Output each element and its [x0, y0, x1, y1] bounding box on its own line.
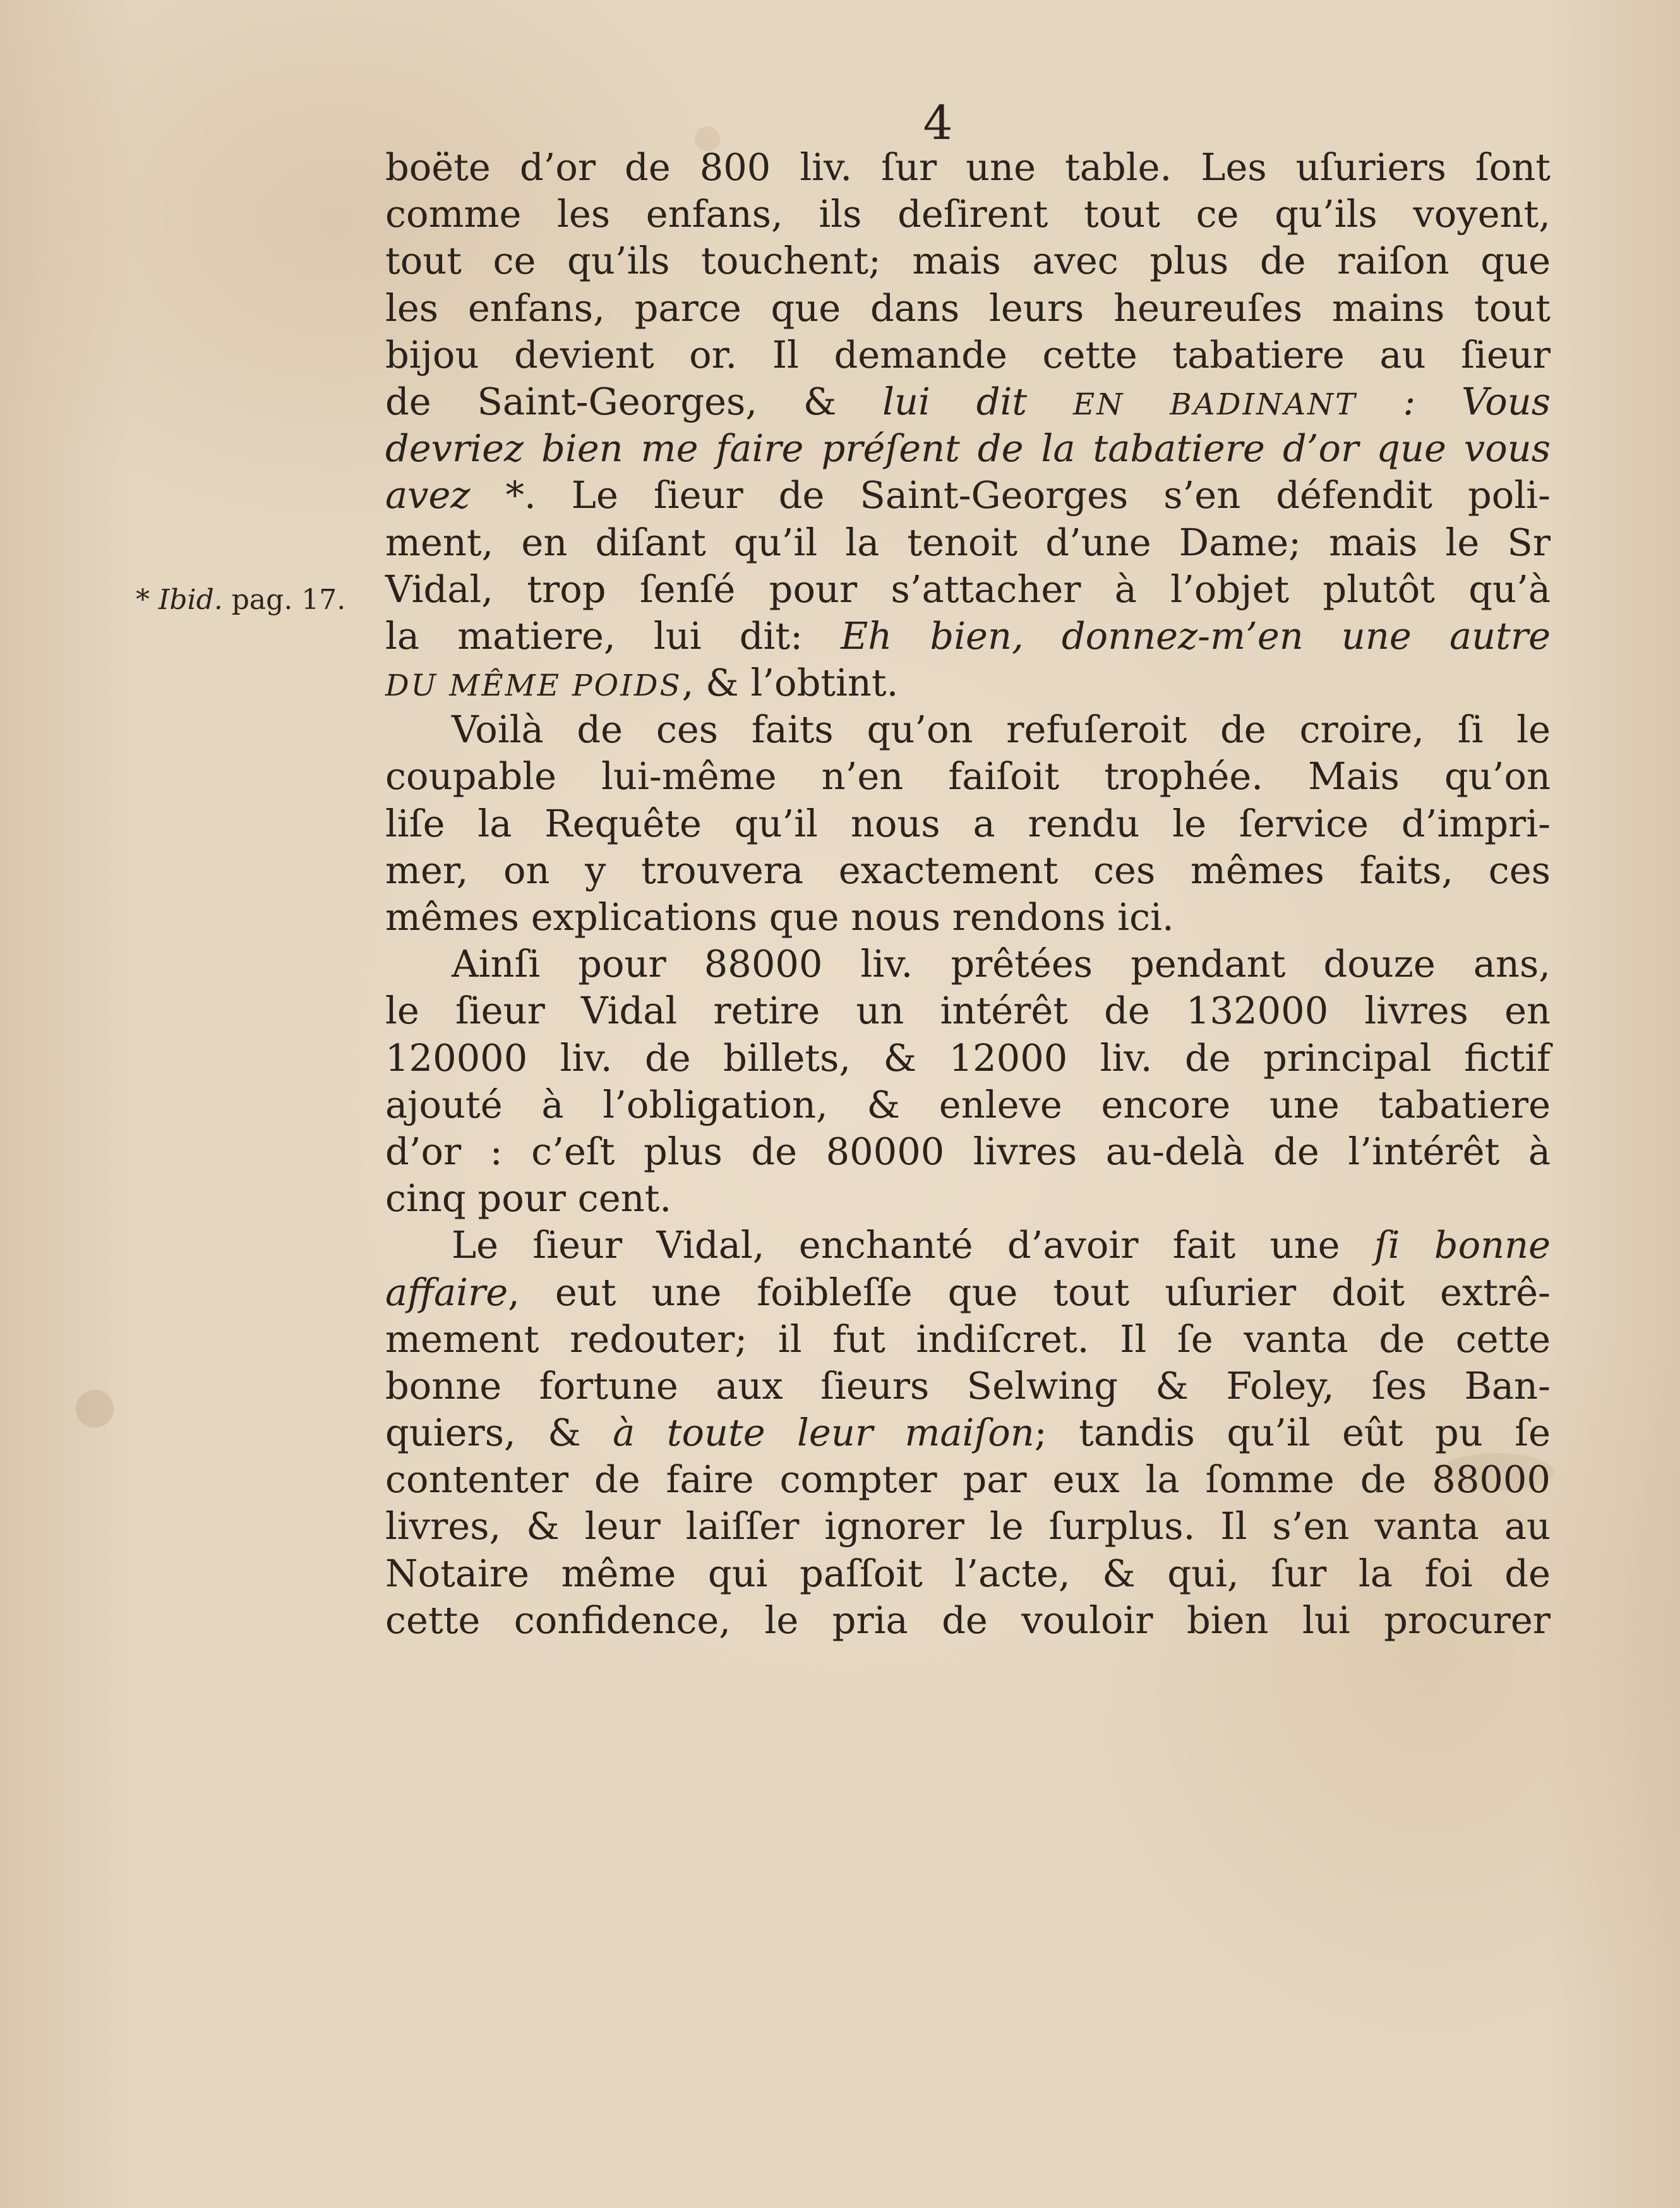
text-line [385, 1409, 1551, 1456]
text-line [385, 613, 1551, 660]
text-segment: ment, en diſant qu’il la tenoit d’une Dame; mais le Sr [385, 520, 1551, 564]
text-line [385, 1597, 1551, 1644]
text-segment: comme les enfans, ils deſirent tout ce qu’ils voyent, [385, 192, 1551, 236]
text-line [385, 800, 1551, 847]
text-segment: 120000 liv. de billets, & 12000 liv. de principal fictif [385, 1035, 1551, 1080]
text-line [385, 1363, 1551, 1409]
text-segment: mer, on y trouvera exactement ces mêmes faits, ces [385, 848, 1551, 892]
text-segment: mement redouter; il fut indiſcret. Il ſe vanta de cette [385, 1317, 1551, 1361]
text-line [385, 144, 1551, 191]
text-line [385, 285, 1551, 332]
text-segment: les enfans, parce que dans leurs heureuſes mains tout [385, 286, 1551, 330]
text-line [385, 894, 1551, 941]
text-line [385, 660, 1551, 706]
text-line [385, 1082, 1551, 1128]
text-line [385, 191, 1551, 238]
text-segment: d’or : c’eſt plus de 80000 livres au-delà de l’intérêt à [385, 1129, 1551, 1173]
text-line [385, 1035, 1551, 1082]
text-line [385, 1316, 1551, 1363]
text-line [385, 1222, 1551, 1269]
text-segment: EN BADINANT [1072, 387, 1357, 422]
text-segment: Le ſieur Vidal, enchanté d’avoir fait une [452, 1223, 1374, 1267]
text-line [385, 753, 1551, 800]
text-segment: mêmes explications que nous rendons ici. [385, 895, 1174, 939]
text-line [385, 1550, 1551, 1597]
text-line [385, 378, 1551, 425]
body-text [385, 144, 1551, 1644]
text-line [385, 238, 1551, 284]
text-segment: quiers, & [385, 1411, 613, 1455]
text-segment: avez [385, 473, 471, 517]
text-segment: affaire [385, 1270, 508, 1314]
text-segment: DU MÊME POIDS [385, 668, 682, 704]
text-segment: Notaire même qui paſſoit l’acte, & qui, ſur la foi de [385, 1551, 1551, 1595]
text-line [385, 1503, 1551, 1550]
text-segment: ſi bonne [1374, 1223, 1551, 1267]
text-segment: : [1357, 379, 1461, 423]
text-segment: bijou devient or. Il demande cette tabatiere au ſieur [385, 332, 1551, 377]
text-segment: de Saint-Georges, & [385, 379, 883, 423]
text-segment: bonne fortune aux ſieurs Selwing & Foley, ſes Ban- [385, 1363, 1551, 1408]
text-line [385, 847, 1551, 894]
text-segment: la matiere, lui dit: [385, 613, 841, 658]
text-line [385, 987, 1551, 1034]
text-segment: , eut une foibleſſe que tout uſurier doit extrê- [508, 1270, 1551, 1314]
text-segment: livres, & leur laiſſer ignorer le ſurplus. Il s’en vanta au [385, 1504, 1551, 1548]
text-segment: coupable lui-même n’en faiſoit trophée. Mais qu’on [385, 754, 1551, 799]
text-segment: *. Le ſieur de Saint-Georges s’en défendit poli- [470, 473, 1551, 517]
text-segment: à toute leur maiſon [613, 1411, 1035, 1455]
margin-note-ref: * Ibid. [136, 584, 223, 616]
text-line [385, 472, 1551, 519]
text-line [385, 1456, 1551, 1503]
paper-stain [76, 1390, 114, 1428]
text-segment: Ainſi pour 88000 liv. prêtées pendant douze ans, [452, 942, 1551, 986]
text-line [385, 706, 1551, 753]
page-number: 4 [923, 96, 953, 150]
text-segment: , & l’obtint. [681, 661, 899, 705]
text-line [385, 519, 1551, 566]
text-segment: Voilà de ces faits qu’on refuſeroit de croire, ſi le [452, 708, 1551, 752]
text-segment: tout ce qu’ils touchent; mais avec plus de raiſon que [385, 239, 1551, 283]
text-line [385, 1175, 1551, 1222]
text-segment: cinq pour cent. [385, 1176, 672, 1221]
text-line [385, 941, 1551, 987]
text-line [385, 425, 1551, 472]
text-segment: ajouté à l’obligation, & enleve encore une tabatiere [385, 1082, 1551, 1126]
text-segment: Eh bien, donnez-m’en une autre [841, 613, 1551, 658]
text-line [385, 332, 1551, 378]
margin-note [136, 577, 345, 624]
text-segment: cette confidence, le pria de vouloir bien lui procurer [385, 1598, 1551, 1642]
text-segment: ; tandis qu’il eût pu ſe [1034, 1411, 1551, 1455]
text-segment: liſe la Requête qu’il nous a rendu le ſervice d’impri- [385, 801, 1551, 845]
text-segment: le ſieur Vidal retire un intérêt de 132000 livres en [385, 989, 1551, 1033]
text-segment: Vidal, trop ſenſé pour s’attacher à l’objet plutôt qu’à [385, 567, 1551, 611]
text-segment: contenter de faire compter par eux la ſomme de 88000 [385, 1457, 1551, 1502]
text-line [385, 1269, 1551, 1316]
text-line [385, 566, 1551, 613]
text-line [385, 1128, 1551, 1175]
text-segment: boëte d’or de 800 liv. ſur une table. Les uſuriers ſont [385, 145, 1551, 189]
margin-note-page: pag. 17. [222, 584, 346, 616]
text-segment: Vous [1461, 379, 1551, 423]
text-segment: devriez bien me faire préſent de la tabatiere d’or que vous [385, 426, 1551, 471]
text-segment: lui dit [882, 379, 1073, 423]
